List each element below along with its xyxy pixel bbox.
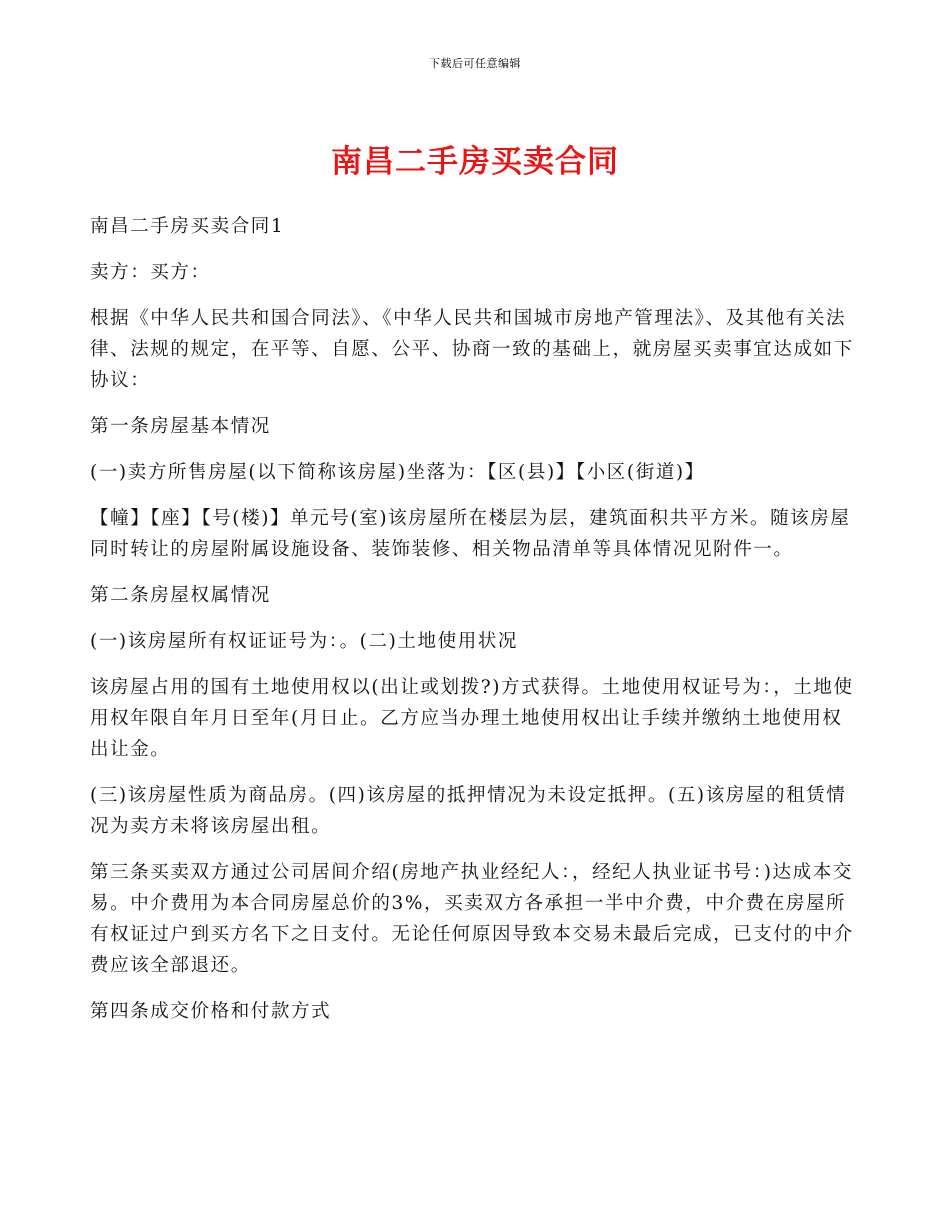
paragraph-parties: 卖方：买方： — [90, 262, 211, 283]
header-note: 下载后可任意编辑 — [429, 57, 521, 70]
paragraph-article-3: 第三条买卖双方通过公司居间介绍(房地产执业经纪人：，经纪人执业证书号：)达成本交易。中介费用为本合同房屋总价的3%，买卖双方各承担一半中介费，中介费在房屋所有权证过户到买方名下之日支付。无论任何原因导致本交易未最后完成，已支付的中介费应该全部退还。 — [90, 862, 854, 976]
paragraph-heading: 南昌二手房买卖合同1 — [90, 216, 285, 237]
paragraph-ownership-cert: (一)该房屋所有权证证号为：。(二)土地使用状况 — [90, 631, 519, 652]
document-body — [90, 211, 860, 1042]
paragraph-property-nature: (三)该房屋性质为商品房。(四)该房屋的抵押情况为未设定抵押。(五)该房屋的租赁情况为卖方未将该房屋出租。 — [90, 785, 847, 837]
paragraph-location: (一)卖方所售房屋(以下简称该房屋)坐落为：【区(县)】【小区(街道)】 — [90, 462, 705, 483]
paragraph-preamble: 根据《中华人民共和国合同法》、《中华人民共和国城市房地产管理法》、及其他有关法律、法规的规定，在平等、自愿、公平、协商一致的基础上，就房屋买卖事宜达成如下协议： — [90, 308, 854, 391]
paragraph-article-2-title: 第二条房屋权属情况 — [90, 585, 271, 606]
paragraph-article-4-title: 第四条成交价格和付款方式 — [90, 1001, 332, 1022]
document-title: 南昌二手房买卖合同 — [331, 144, 619, 180]
paragraph-article-1-title: 第一条房屋基本情况 — [90, 416, 271, 437]
paragraph-building: 【幢】【座】【号(楼)】单元号(室)该房屋所在楼层为层，建筑面积共平方米。随该房屋同时转让的房屋附属设施设备、装饰装修、相关物品清单等具体情况见附件一。 — [90, 508, 851, 560]
paragraph-land-use: 该房屋占用的国有土地使用权以(出让或划拨?)方式获得。土地使用权证号为：，土地使用权年限自年月日至年(月日止。乙方应当办理土地使用权出让手续并缴纳土地使用权出让金。 — [90, 677, 854, 760]
